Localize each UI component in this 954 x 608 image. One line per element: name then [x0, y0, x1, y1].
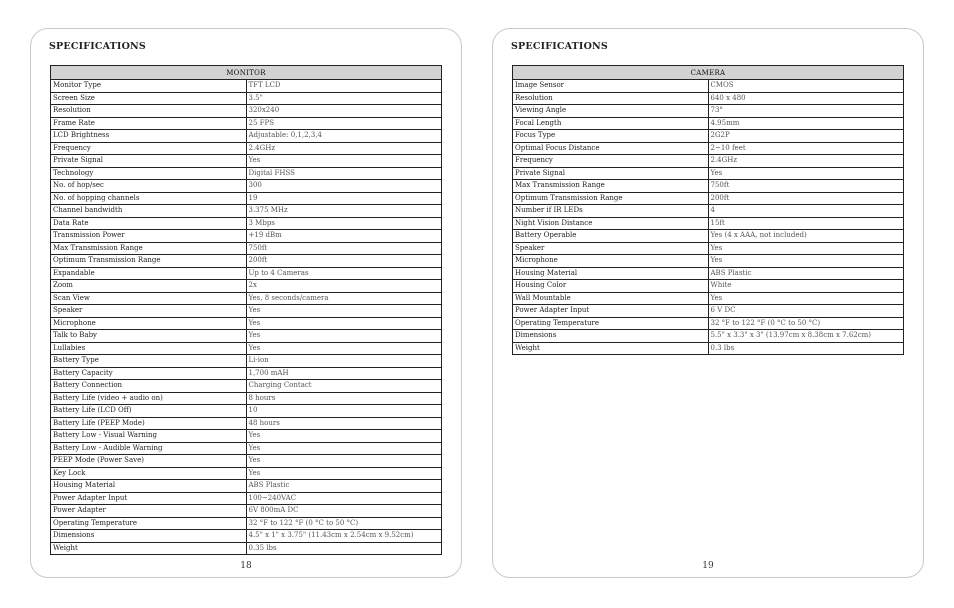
spec-label: Operating Temperature — [513, 317, 709, 330]
table-row — [51, 92, 442, 105]
table-row — [51, 280, 442, 293]
spec-value: Yes — [246, 467, 442, 480]
table-row — [513, 317, 904, 330]
table-row — [51, 80, 442, 93]
spec-label: Focal Length — [513, 117, 709, 130]
spec-value: 8 hours — [246, 392, 442, 405]
spec-value: 750ft — [708, 180, 904, 193]
table-row — [513, 217, 904, 230]
spec-label: Number if IR LEDs — [513, 205, 709, 218]
spec-label: Frequency — [513, 155, 709, 168]
spec-label: Wall Mountable — [513, 292, 709, 305]
spec-value: 2.4GHz — [708, 155, 904, 168]
spec-value: 3.375 MHz — [246, 205, 442, 218]
spec-value: Yes — [246, 342, 442, 355]
spec-label: Optimum Transmission Range — [513, 192, 709, 205]
spec-label: Battery Connection — [51, 380, 247, 393]
spec-label: Focus Type — [513, 130, 709, 143]
spec-value: 200ft — [246, 255, 442, 268]
table-row — [51, 480, 442, 493]
spec-label: Dimensions — [51, 530, 247, 543]
table-row — [51, 330, 442, 343]
spec-value: 15ft — [708, 217, 904, 230]
spec-label: Weight — [51, 542, 247, 555]
spec-value: 2x — [246, 280, 442, 293]
spec-value: 2.4GHz — [246, 142, 442, 155]
table-row — [51, 530, 442, 543]
spec-value: 640 x 480 — [708, 92, 904, 105]
spec-label: Resolution — [51, 105, 247, 118]
spec-value: 750ft — [246, 242, 442, 255]
spec-value: 0.35 lbs — [246, 542, 442, 555]
spec-value: ABS Plastic — [708, 267, 904, 280]
table-row — [513, 280, 904, 293]
camera-spec-table — [512, 65, 904, 355]
spec-label: Max Transmission Range — [51, 242, 247, 255]
table-row — [51, 467, 442, 480]
table-header-row — [51, 66, 442, 80]
table-row — [513, 167, 904, 180]
table-row — [513, 117, 904, 130]
table-title: MONITOR — [51, 66, 442, 80]
spec-value: Li-ion — [246, 355, 442, 368]
spec-value: 1,700 mAH — [246, 367, 442, 380]
table-row — [51, 242, 442, 255]
table-row — [513, 142, 904, 155]
table-row — [51, 305, 442, 318]
spec-label: Battery Life (video + audio on) — [51, 392, 247, 405]
spec-value: White — [708, 280, 904, 293]
spec-label: PEEP Mode (Power Save) — [51, 455, 247, 468]
table-row — [513, 342, 904, 355]
spec-label: Zoom — [51, 280, 247, 293]
spec-value: Digital FHSS — [246, 167, 442, 180]
spec-value: Yes — [708, 255, 904, 268]
table-row — [513, 192, 904, 205]
spec-value: 10 — [246, 405, 442, 418]
table-row — [513, 105, 904, 118]
spec-label: Optimal Focus Distance — [513, 142, 709, 155]
table-row — [513, 255, 904, 268]
spec-value: 32 °F to 122 °F (0 °C to 50 °C) — [708, 317, 904, 330]
right-page — [492, 28, 924, 578]
spec-label: Data Rate — [51, 217, 247, 230]
table-row — [51, 267, 442, 280]
spec-label: LCD Brightness — [51, 130, 247, 143]
spec-label: Screen Size — [51, 92, 247, 105]
table-row — [51, 367, 442, 380]
spec-label: Monitor Type — [51, 80, 247, 93]
spec-label: Weight — [513, 342, 709, 355]
table-row — [513, 205, 904, 218]
spec-label: Housing Material — [513, 267, 709, 280]
spec-label: Optimum Transmission Range — [51, 255, 247, 268]
spec-label: Channel bandwidth — [51, 205, 247, 218]
spec-value: Yes — [708, 292, 904, 305]
spec-value: 200ft — [708, 192, 904, 205]
spec-value: 5.5" x 3.3" x 3" (13.97cm x 8.38cm x 7.62cm) — [708, 330, 904, 343]
spec-value: Yes — [708, 242, 904, 255]
spec-value: 3.5" — [246, 92, 442, 105]
table-row — [513, 330, 904, 343]
spec-label: Talk to Baby — [51, 330, 247, 343]
spec-label: Scan View — [51, 292, 247, 305]
spec-value: 6V 800mA DC — [246, 505, 442, 518]
spec-value: Up to 4 Cameras — [246, 267, 442, 280]
spec-value: CMOS — [708, 80, 904, 93]
table-row — [51, 355, 442, 368]
spec-label: No. of hopping channels — [51, 192, 247, 205]
spec-label: Resolution — [513, 92, 709, 105]
spec-label: Battery Low - Visual Warning — [51, 430, 247, 443]
spec-label: Max Transmission Range — [513, 180, 709, 193]
spec-value: Yes — [708, 167, 904, 180]
table-row — [51, 205, 442, 218]
spec-label: Microphone — [513, 255, 709, 268]
spec-label: Transmission Power — [51, 230, 247, 243]
table-row — [51, 255, 442, 268]
spec-value: Yes — [246, 430, 442, 443]
spec-label: Battery Type — [51, 355, 247, 368]
table-row — [513, 230, 904, 243]
page-number: 18 — [240, 561, 252, 571]
left-page — [30, 28, 462, 578]
spec-value: 32 °F to 122 °F (0 °C to 50 °C) — [246, 517, 442, 530]
spec-label: Battery Life (LCD Off) — [51, 405, 247, 418]
spec-label: Lullabies — [51, 342, 247, 355]
spec-value: 25 FPS — [246, 117, 442, 130]
spec-label: No. of hop/sec — [51, 180, 247, 193]
monitor-spec-table — [50, 65, 442, 555]
spec-label: Image Sensor — [513, 80, 709, 93]
table-row — [51, 505, 442, 518]
spec-value: 6 V DC — [708, 305, 904, 318]
spec-value: 3 Mbps — [246, 217, 442, 230]
table-row — [513, 242, 904, 255]
spec-value: Adjustable: 0,1,2,3,4 — [246, 130, 442, 143]
spec-value: 320x240 — [246, 105, 442, 118]
table-row — [513, 92, 904, 105]
spec-label: Battery Operable — [513, 230, 709, 243]
spec-value: 300 — [246, 180, 442, 193]
table-row — [51, 430, 442, 443]
spec-label: Night Vision Distance — [513, 217, 709, 230]
spec-label: Power Adapter Input — [513, 305, 709, 318]
spec-label: Speaker — [51, 305, 247, 318]
table-row — [51, 542, 442, 555]
table-row — [51, 455, 442, 468]
table-header-row — [513, 66, 904, 80]
spec-label: Frequency — [51, 142, 247, 155]
spec-value: 2G2P — [708, 130, 904, 143]
spec-label: Housing Material — [51, 480, 247, 493]
table-row — [51, 392, 442, 405]
spec-value: Yes — [246, 155, 442, 168]
spec-label: Operating Temperature — [51, 517, 247, 530]
spec-label: Power Adapter — [51, 505, 247, 518]
spec-label: Power Adapter Input — [51, 492, 247, 505]
page-heading: SPECIFICATIONS — [511, 41, 608, 52]
spec-label: Technology — [51, 167, 247, 180]
table-row — [51, 230, 442, 243]
table-row — [51, 142, 442, 155]
page-number: 19 — [702, 561, 714, 571]
spec-label: Battery Life (PEEP Mode) — [51, 417, 247, 430]
table-row — [513, 267, 904, 280]
table-row — [51, 492, 442, 505]
table-row — [51, 117, 442, 130]
spec-label: Housing Color — [513, 280, 709, 293]
spec-value: +19 dBm — [246, 230, 442, 243]
table-row — [51, 217, 442, 230]
spec-value: 4.95mm — [708, 117, 904, 130]
table-row — [513, 155, 904, 168]
spec-value: ABS Plastic — [246, 480, 442, 493]
spec-value: 48 hours — [246, 417, 442, 430]
spec-value: 4.5" x 1" x 3.75" (11.43cm x 2.54cm x 9.52cm) — [246, 530, 442, 543]
table-row — [51, 517, 442, 530]
spec-value: 2~10 feet — [708, 142, 904, 155]
table-row — [51, 380, 442, 393]
spec-label: Speaker — [513, 242, 709, 255]
table-row — [51, 130, 442, 143]
spec-label: Battery Capacity — [51, 367, 247, 380]
spec-value: Yes — [246, 442, 442, 455]
table-row — [51, 155, 442, 168]
spec-label: Viewing Angle — [513, 105, 709, 118]
table-row — [513, 130, 904, 143]
spec-value: Yes — [246, 305, 442, 318]
spec-value: 100~240VAC — [246, 492, 442, 505]
spec-label: Dimensions — [513, 330, 709, 343]
spec-value: Yes, 8 seconds/camera — [246, 292, 442, 305]
table-row — [513, 305, 904, 318]
spec-label: Private Signal — [51, 155, 247, 168]
table-row — [51, 442, 442, 455]
table-row — [513, 80, 904, 93]
spec-label: Frame Rate — [51, 117, 247, 130]
table-row — [51, 180, 442, 193]
spec-label: Expandable — [51, 267, 247, 280]
table-row — [51, 317, 442, 330]
spec-value: Charging Contact — [246, 380, 442, 393]
spec-value: 0.3 lbs — [708, 342, 904, 355]
spec-label: Battery Low - Audible Warning — [51, 442, 247, 455]
spec-value: Yes — [246, 455, 442, 468]
page-heading: SPECIFICATIONS — [49, 41, 146, 52]
table-row — [51, 405, 442, 418]
spec-value: Yes — [246, 317, 442, 330]
table-row — [513, 180, 904, 193]
table-row — [51, 105, 442, 118]
spec-label: Microphone — [51, 317, 247, 330]
spec-value: Yes — [246, 330, 442, 343]
spec-label: Key Lock — [51, 467, 247, 480]
table-row — [51, 342, 442, 355]
spec-value: Yes (4 x AAA, not included) — [708, 230, 904, 243]
table-row — [513, 292, 904, 305]
spec-value: 19 — [246, 192, 442, 205]
table-row — [51, 292, 442, 305]
spec-label: Private Signal — [513, 167, 709, 180]
table-title: CAMERA — [513, 66, 904, 80]
table-row — [51, 192, 442, 205]
table-row — [51, 417, 442, 430]
spec-value: 4 — [708, 205, 904, 218]
spec-value: 73° — [708, 105, 904, 118]
table-row — [51, 167, 442, 180]
spec-value: TFT LCD — [246, 80, 442, 93]
